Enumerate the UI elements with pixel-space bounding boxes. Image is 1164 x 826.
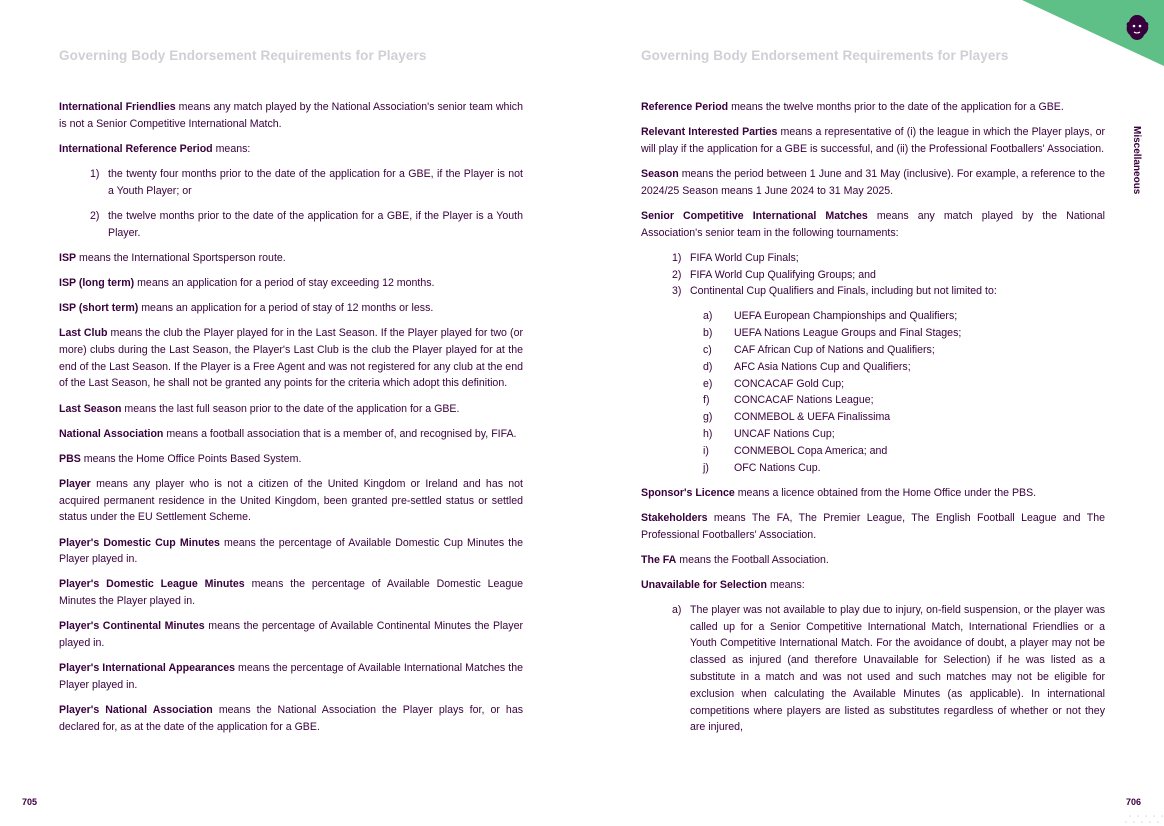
item-label: 2) <box>672 268 682 281</box>
definition-paragraph <box>641 166 1105 200</box>
definition-text: means any match played by the National Association's senior team in the following tournaments: <box>641 209 1105 239</box>
definition-paragraph <box>59 576 523 610</box>
continental-item <box>703 342 1105 359</box>
definition-paragraph <box>59 702 523 736</box>
tournament-item <box>672 283 1105 300</box>
item-label: 3) <box>672 285 682 298</box>
item-label: g) <box>703 411 713 424</box>
definition-text: means: <box>212 142 251 155</box>
definition-term: Unavailable for Selection <box>641 578 767 591</box>
definition-text: means the period between 1 June and 31 May (inclusive). For example, a reference to the 2024/25 Season means 1 June 2024 to 31 May 2025. <box>641 167 1105 197</box>
item-label: 1) <box>672 251 682 264</box>
definition-term: National Association <box>59 427 164 440</box>
item-text: CONCACAF Gold Cup; <box>734 377 845 390</box>
definition-text: means any match played by the National Association's senior team which is not a Senior Competitive International Match. <box>59 101 523 130</box>
definition-paragraph <box>59 275 523 292</box>
item-text: UEFA Nations League Groups and Final Stages; <box>734 327 962 340</box>
definition-text: means the last full season prior to the date of the application for a GBE. <box>121 402 460 415</box>
definition-term: PBS <box>59 452 81 465</box>
definition-text: means the Home Office Points Based System. <box>80 452 302 465</box>
definition-term: International Reference Period <box>59 142 213 155</box>
definition-text: means the International Sportsperson route. <box>76 251 286 264</box>
continental-item <box>703 409 1105 426</box>
definition-term: Senior Competitive International Matches <box>641 209 868 222</box>
item-spacer <box>722 308 734 325</box>
item-text: FIFA World Cup Finals; <box>690 251 799 264</box>
definition-paragraph <box>641 552 1105 569</box>
continental-item <box>703 359 1105 376</box>
definition-text: means a licence obtained from the Home Office under the PBS. <box>734 486 1037 499</box>
page-number: 706 <box>1126 797 1142 807</box>
definition-paragraph <box>59 535 523 569</box>
definition-paragraph <box>59 426 523 443</box>
item-spacer <box>722 443 734 460</box>
item-label: f) <box>703 394 710 407</box>
definition-text: means The FA, The Premier League, The English Football League and The Professional Footballers' Association. <box>641 511 1105 541</box>
item-label: 2) <box>90 209 100 222</box>
definition-paragraph <box>59 476 523 526</box>
left-column <box>59 99 523 744</box>
definition-paragraph <box>641 577 1105 594</box>
definition-paragraph <box>59 141 523 158</box>
item-label: b) <box>703 327 713 340</box>
dot-pattern-decoration <box>1124 812 1164 826</box>
definition-paragraph <box>641 510 1105 544</box>
item-spacer <box>722 392 734 409</box>
item-text: the twenty four months prior to the date of the application for a GBE, if the Player is not a Youth Player; or <box>108 167 523 197</box>
continental-item <box>703 376 1105 393</box>
item-label: 1) <box>90 167 100 180</box>
running-head: Governing Body Endorsement Requirements for Players <box>641 48 1009 63</box>
item-spacer <box>722 359 734 376</box>
item-label: h) <box>703 428 713 441</box>
definition-term: Last Season <box>59 402 122 415</box>
continental-item <box>703 308 1105 325</box>
definition-term: Player's Domestic Cup Minutes <box>59 536 220 549</box>
item-spacer <box>722 409 734 426</box>
definition-paragraph <box>59 99 523 133</box>
definition-paragraph <box>59 250 523 267</box>
item-text: CONMEBOL & UEFA Finalissima <box>734 411 891 424</box>
item-text: UEFA European Championships and Qualifiers; <box>734 310 958 323</box>
item-text: CONCACAF Nations League; <box>734 394 874 407</box>
definition-term: Player's Continental Minutes <box>59 620 205 633</box>
item-text: OFC Nations Cup. <box>734 461 821 474</box>
definition-term: Player's International Appearances <box>59 662 236 675</box>
definition-text: means the twelve months prior to the date of the application for a GBE. <box>728 101 1064 113</box>
definition-text: means any player who is not a citizen of the United Kingdom or Ireland and has not acquired permanent residence in the United Kingdom, been granted pre-settled status or settled status under the EU Settlement Scheme. <box>59 477 523 524</box>
definition-paragraph <box>641 485 1105 502</box>
section-tab-miscellaneous[interactable] <box>1129 126 1143 198</box>
definition-text: means the percentage of Available International Matches the Player played in. <box>59 662 523 691</box>
page-number: 705 <box>22 797 38 807</box>
definition-term: International Friendlies <box>59 101 176 113</box>
definition-paragraph <box>641 124 1105 158</box>
item-label: a) <box>672 603 682 616</box>
numbered-item <box>59 208 523 242</box>
item-label: e) <box>703 377 713 390</box>
continental-item <box>703 460 1105 477</box>
definition-text: means: <box>767 578 805 591</box>
definition-term: Reference Period <box>641 101 729 113</box>
continental-item <box>703 392 1105 409</box>
definition-text: means the percentage of Available Continental Minutes the Player played in. <box>59 620 524 650</box>
definition-paragraph <box>59 660 523 694</box>
item-text: CAF African Cup of Nations and Qualifiers; <box>734 344 935 357</box>
numbered-item <box>59 166 523 200</box>
definition-term: The FA <box>641 553 677 566</box>
item-spacer <box>722 460 734 477</box>
definition-term: Player <box>59 477 91 490</box>
definition-paragraph <box>59 401 523 418</box>
unavailable-item <box>641 602 1105 736</box>
definition-term: Player's Domestic League Minutes <box>59 578 245 591</box>
right-column <box>641 99 1105 736</box>
section-tab-label: Miscellaneous <box>1131 126 1142 195</box>
item-spacer <box>722 426 734 443</box>
item-label: a) <box>703 310 713 323</box>
definition-paragraph <box>641 99 1105 116</box>
definition-text: means a football association that is a member of, and recognised by, FIFA. <box>163 427 517 440</box>
definition-text: means the percentage of Available Domestic Cup Minutes the Player played in. <box>59 536 523 566</box>
item-text: AFC Asia Nations Cup and Qualifiers; <box>734 360 911 373</box>
definition-paragraph <box>59 618 523 652</box>
item-spacer <box>722 342 734 359</box>
definition-text: means a representative of (i) the league in which the Player plays, or will play if the application for a GBE is successful, and (ii) the Professional Footballers' Association. <box>641 126 1105 155</box>
item-label: i) <box>703 444 709 457</box>
item-label: c) <box>703 344 712 357</box>
definition-text: means an application for a period of stay exceeding 12 months. <box>134 276 435 289</box>
definition-term: ISP (short term) <box>59 301 139 314</box>
item-label: d) <box>703 360 713 373</box>
item-text: UNCAF Nations Cup; <box>734 428 835 441</box>
item-label: j) <box>703 461 709 474</box>
definition-text: means an application for a period of stay of 12 months or less. <box>138 301 434 314</box>
definition-text: means the club the Player played for in the Last Season. If the Player played for two (or more) clubs during the Last Season, the Player's Last Club is the club the Player played for at the end of the Last Season. If the Player is a Free Agent and was not registered for any club at the end of the Last Season, he shall not be granted any points for the criteria which adopt this definition. <box>59 327 523 390</box>
tournament-item <box>672 267 1105 284</box>
item-spacer <box>722 376 734 393</box>
definition-term: ISP <box>59 251 77 264</box>
continental-cup-list <box>641 308 1105 476</box>
definition-paragraph <box>59 300 523 317</box>
definition-term: Stakeholders <box>641 511 708 524</box>
continental-item <box>703 443 1105 460</box>
definition-term: Relevant Interested Parties <box>641 126 778 139</box>
definition-paragraph <box>59 325 523 392</box>
definition-paragraph <box>59 451 523 468</box>
item-text: the twelve months prior to the date of the application for a GBE, if the Player is a Youth Player. <box>108 209 523 239</box>
definition-text: means the percentage of Available Domestic League Minutes the Player played in. <box>59 578 523 608</box>
definition-term: Last Club <box>59 327 108 340</box>
tournament-item <box>672 250 1105 267</box>
definition-term: ISP (long term) <box>59 276 135 289</box>
definition-text: means the Football Association. <box>676 553 829 566</box>
item-spacer <box>722 325 734 342</box>
running-head: Governing Body Endorsement Requirements for Players <box>59 48 427 63</box>
right-page <box>582 0 1164 826</box>
continental-item <box>703 426 1105 443</box>
item-text: CONMEBOL Copa America; and <box>734 444 888 457</box>
item-text: The player was not available to play due to injury, on-field suspension, or the player was called up for a Senior Competitive International Match, International Friendlies or a Youth Competitive International Match. For the avoidance of doubt, a player may not be classed as injured (and therefore Unavailable for Selection) if he was listed as a substitute in a match and was not used and such matches may not be eligible for exclusion when calculating the Available Minutes (as applicable). In international competitions where players are listed as substitutes regardless of whether or not they are injured, <box>690 603 1105 734</box>
definition-term: Season <box>641 167 679 180</box>
definition-term: Sponsor's Licence <box>641 486 735 499</box>
definition-paragraph <box>641 208 1105 242</box>
definition-term: Player's National Association <box>59 704 213 717</box>
definition-text: means the National Association the Player plays for, or has declared for, as at the date of the application for a GBE. <box>59 704 524 733</box>
item-text: FIFA World Cup Qualifying Groups; and <box>690 268 876 281</box>
continental-item <box>703 325 1105 342</box>
tournament-list <box>641 250 1105 300</box>
item-text: Continental Cup Qualifiers and Finals, including but not limited to: <box>690 285 997 298</box>
